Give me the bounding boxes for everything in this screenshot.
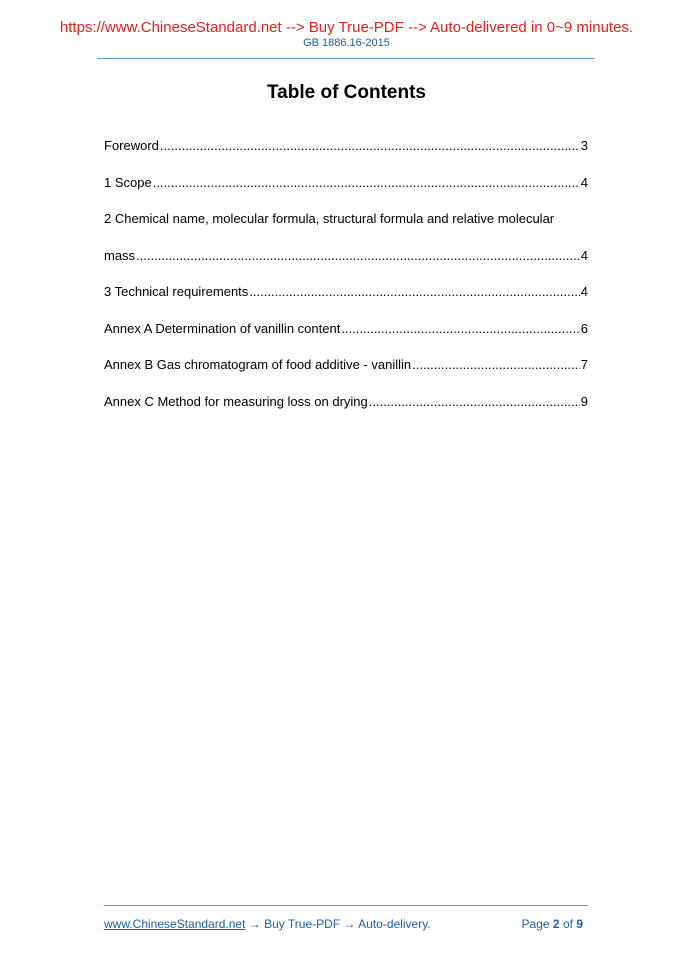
toc-entry-annex-a[interactable] <box>104 319 588 356</box>
toc-entry-label: Annex B Gas chromatogram of food additive - vanillin <box>104 357 412 372</box>
toc-page-number: 9 <box>580 393 588 409</box>
toc-entry-label-continued: mass <box>104 247 136 263</box>
toc-page-number: 6 <box>580 320 588 336</box>
toc-entry-label: Foreword <box>104 138 159 153</box>
toc-leader <box>136 246 580 266</box>
delivery-text: Auto-delivery. <box>358 917 431 931</box>
toc-entry-chemical-name[interactable] <box>104 209 588 246</box>
toc-entry-label: 3 Technical requirements <box>104 284 249 299</box>
promo-banner[interactable]: https://www.ChineseStandard.net --> Buy True-PDF --> Auto-delivered in 0~9 minutes. <box>59 19 634 36</box>
toc-leader <box>369 392 580 412</box>
toc-entry-foreword[interactable] <box>104 136 588 173</box>
footer-promo <box>104 916 431 932</box>
toc-leader <box>412 355 580 375</box>
toc-entry-annex-c[interactable] <box>104 392 588 429</box>
page-of: of <box>562 917 573 931</box>
page-indicator <box>522 916 583 932</box>
page-title: Table of Contents <box>266 82 427 103</box>
header-divider <box>97 58 595 59</box>
toc-leader <box>160 136 580 156</box>
toc-leader <box>153 173 580 193</box>
toc-page-number: 7 <box>580 357 588 372</box>
toc-leader <box>249 282 579 302</box>
buy-text: Buy True-PDF <box>264 917 341 931</box>
page-total: 9 <box>576 917 583 931</box>
site-link[interactable]: www.ChineseStandard.net <box>104 917 246 931</box>
toc-entry-scope[interactable] <box>104 173 588 210</box>
toc-entry-label: 1 Scope <box>104 174 152 190</box>
toc-list <box>104 136 588 428</box>
toc-page-number: 4 <box>580 284 588 299</box>
toc-entry-annex-b[interactable] <box>104 355 588 392</box>
toc-page-number: 3 <box>580 138 588 153</box>
standard-code: GB 1886.16-2015 <box>303 37 390 49</box>
toc-leader <box>341 319 579 339</box>
arrow-right-icon: → <box>343 917 356 931</box>
toc-entry-technical-requirements[interactable] <box>104 282 588 319</box>
toc-entry-chemical-name-continued[interactable] <box>104 246 588 283</box>
toc-page-number: 4 <box>580 174 588 190</box>
footer-divider <box>104 905 588 906</box>
toc-page-number: 4 <box>580 247 588 263</box>
toc-entry-label: Annex A Determination of vanillin content <box>104 320 341 336</box>
toc-entry-label: 2 Chemical name, molecular formula, structural formula and relative molecular <box>104 211 555 226</box>
toc-entry-label: Annex C Method for measuring loss on drying <box>104 393 368 409</box>
page-label: Page <box>521 917 550 931</box>
page-current: 2 <box>552 917 560 931</box>
arrow-right-icon: → <box>248 917 261 931</box>
